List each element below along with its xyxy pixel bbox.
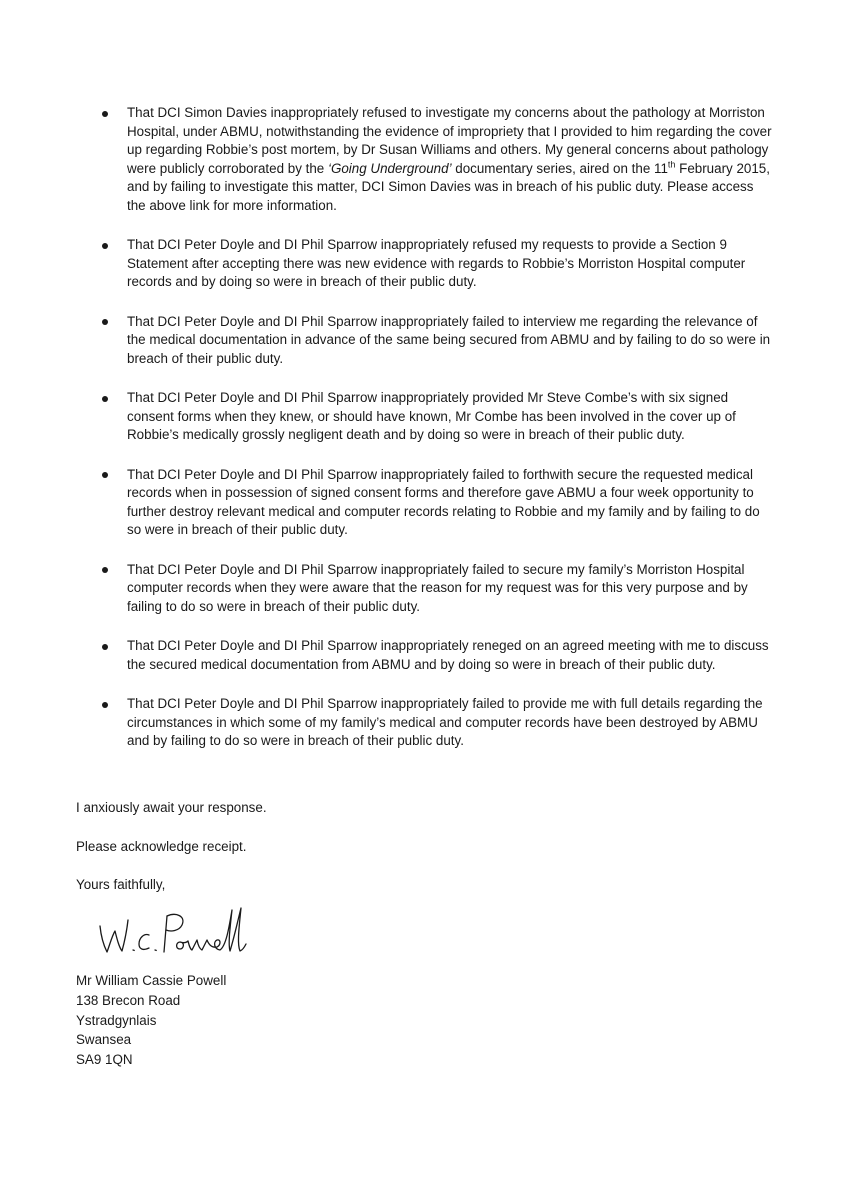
sender-address [76, 971, 226, 1070]
complaint-item [84, 637, 774, 674]
complaint-item [84, 695, 774, 751]
complaint-item [84, 104, 774, 215]
complaint-text: That DCI Peter Doyle and DI Phil Sparrow inappropriately failed to interview me regarding the relevance of the medical documentation in advance of the same being secured from ABMU and by failing to do so were in breach of their public duty. [127, 313, 771, 366]
complaint-item [84, 389, 774, 445]
complaint-text: That DCI Peter Doyle and DI Phil Sparrow inappropriately failed to provide me with full details regarding the circumstances in which some of my family’s medical and computer records have been destroyed by ABMU and by failing to do so were in breach of their public duty. [127, 696, 763, 748]
handwritten-signature [94, 898, 264, 960]
address-line: 138 Brecon Road [76, 992, 181, 1008]
address-line: Ystradgynlais [76, 1012, 157, 1028]
address-line: Swansea [76, 1032, 132, 1048]
complaint-list [84, 104, 774, 772]
complaint-item [84, 561, 774, 617]
bullet-icon [102, 319, 108, 325]
complaint-text: That DCI Peter Doyle and DI Phil Sparrow inappropriately refused my requests to provide a Section 9 Statement after accepting there was new evidence with regards to Robbie’s Morriston Hospital computer records and by doing so were in breach of their public duty. [127, 237, 746, 289]
acknowledge-receipt-line: Please acknowledge receipt. [76, 839, 247, 854]
signoff-line: Yours faithfully, [76, 877, 166, 892]
complaint-text: That DCI Peter Doyle and DI Phil Sparrow inappropriately failed to forthwith secure the requested medical records when in possession of signed consent forms and therefore gave ABMU a four week opportunity to further destroy relevant medical and computer records relating to Robbie and my family and by failing to do so were in breach of their public duty. [127, 466, 760, 537]
documentary-title: ‘Going Underground’ [327, 160, 452, 176]
await-response-line: I anxiously await your response. [76, 800, 267, 815]
bullet-icon [102, 702, 108, 708]
complaint-text: That DCI Peter Doyle and DI Phil Sparrow inappropriately reneged on an agreed meeting with me to discuss the secured medical documentation from ABMU and by doing so were in breach of their public duty. [127, 638, 769, 672]
complaint-item [84, 466, 774, 540]
complaint-text: That DCI Peter Doyle and DI Phil Sparrow inappropriately failed to secure my family’s Morriston Hospital computer records when they were aware that the reason for my request was for this very purpose and by failing to do so were in breach of their public duty. [127, 561, 748, 614]
bullet-icon [102, 396, 108, 402]
sender-name: Mr William Cassie Powell [76, 973, 227, 988]
postcode: SA9 1QN [76, 1052, 133, 1068]
complaint-text: That DCI Peter Doyle and DI Phil Sparrow inappropriately provided Mr Steve Combe’s with six signed consent forms when they knew, or should have known, Mr Combe has been involved in the cover up of Robbie’s medically grossly negligent death and by doing so were in breach of their public duty. [127, 390, 736, 442]
bullet-icon [102, 111, 108, 117]
bullet-icon [102, 567, 108, 573]
complaint-item [84, 236, 774, 292]
complaint-item [84, 313, 774, 369]
bullet-icon [102, 243, 108, 249]
bullet-icon [102, 472, 108, 478]
complaint-text: That DCI Simon Davies inappropriately refused to investigate my concerns about the pathology at Morriston Hospital, under ABMU, notwithstanding the evidence of impropriety that I provided to him regarding the cover up regarding Robbie’s post mortem, by Dr Susan Williams and others. My general concerns about pathology were publicly corroborated by the ‘Going Underground’ documentary series, aired on the 11th February 2015, and by failing to investigate this matter, DCI Simon Davies was in breach of his public duty. Please access the above link for more information. [127, 105, 772, 213]
bullet-icon [102, 644, 108, 650]
